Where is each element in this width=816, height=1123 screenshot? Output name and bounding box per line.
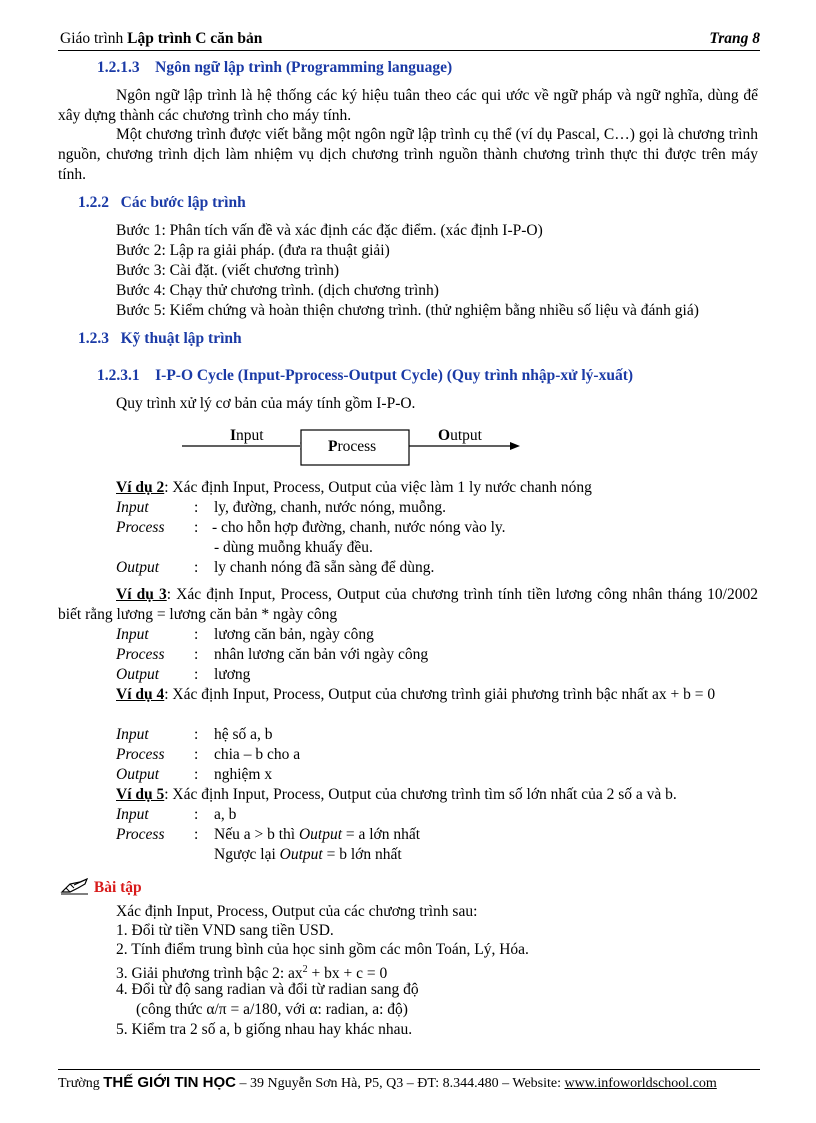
header-page-number: Trang 8 [709, 30, 760, 47]
step-1: Bước 1: Phân tích vấn đề và xác định các đặc điểm. (xác định I-P-O) [116, 222, 543, 239]
paragraph-programming-language-definition: Ngôn ngữ lập trình là hệ thống các ký hiệu tuân theo các qui ước về ngữ pháp và ngữ nghĩa, dùng để xây dựng thành các chương trình cho máy tính. [58, 87, 758, 124]
ipo-output-label: Output [438, 427, 482, 444]
exercise-item-2: 2. Tính điểm trung bình của học sinh gồm các môn Toán, Lý, Hóa. [116, 941, 529, 958]
header-title: Lập trình C căn bản [127, 30, 263, 47]
writing-hand-icon [60, 876, 90, 896]
ipo-input-label: Input [230, 427, 264, 444]
page-footer: Trường THẾ GIỚI TIN HỌC – 39 Nguyễn Sơn Hà, P5, Q3 – ĐT: 8.344.480 – Website: www.infoworldschool.com [58, 1069, 760, 1092]
page-header [58, 30, 760, 51]
step-4: Bước 4: Chạy thử chương trình. (dịch chương trình) [116, 282, 439, 299]
footer-website-link[interactable]: www.infoworldschool.com [564, 1076, 717, 1091]
step-3: Bước 3: Cài đặt. (viết chương trình) [116, 262, 340, 279]
section-1-2-3-1-heading: 1.2.3.1 I-P-O Cycle (Input-Pprocess-Output Cycle) (Quy trình nhập-xử lý-xuất) [97, 367, 634, 384]
exercise-item-3: 3. Giải phương trình bậc 2: $ax^2$ + bx + c = 0 [116, 964, 388, 983]
exercise-item-4: 4. Đổi từ độ sang radian và đổi từ radian sang độ [116, 981, 419, 998]
paragraph-source-program: Một chương trình được viết bằng một ngôn ngữ lập trình cụ thể (ví dụ Pascal, C…) gọi là chương trình nguồn, chương trình dịch làm nhiệm vụ dịch chương trình nguồn thành chương trình thực thi được trên máy tính. [58, 126, 758, 183]
example-4-heading: Ví dụ 4: Xác định Input, Process, Output của chương trình giải phương trình bậc nhất ax + b = 0 [116, 686, 716, 703]
exercise-item-1: 1. Đổi từ tiền VND sang tiền USD. [116, 922, 334, 939]
section-1-2-3-heading: 1.2.3 Kỹ thuật lập trình [78, 330, 242, 347]
example-5-heading: Ví dụ 5: Xác định Input, Process, Output của chương trình tìm số lớn nhất của 2 số a và b. [116, 786, 677, 803]
step-2: Bước 2: Lập ra giải pháp. (đưa ra thuật giải) [116, 242, 390, 259]
footer-school-name: THẾ GIỚI TIN HỌC [103, 1074, 237, 1091]
exercise-intro: Xác định Input, Process, Output của các chương trình sau: [116, 903, 478, 920]
section-1-2-1-3-heading: 1.2.1.3 Ngôn ngữ lập trình (Programming language) [97, 59, 453, 76]
exercise-item-4-formula: (công thức α/π = a/180, với α: radian, a: độ) [136, 1001, 408, 1018]
exercise-item-5: 5. Kiểm tra 2 số a, b giống nhau hay khác nhau. [116, 1021, 413, 1038]
output-arrow-head [510, 442, 520, 450]
section-1-2-2-heading: 1.2.2 Các bước lập trình [78, 194, 246, 211]
ipo-process-label: Process [328, 438, 377, 455]
exercise-heading: Bài tập [60, 876, 142, 898]
ipo-intro: Quy trình xử lý cơ bản của máy tính gồm I-P-O. [116, 395, 416, 412]
step-5: Bước 5: Kiểm chứng và hoàn thiện chương trình. (thử nghiệm bằng nhiều số liệu và đánh giá) [116, 302, 699, 319]
header-course: Giáo trình Lập trình C căn bản [60, 30, 263, 47]
example-2-heading: Ví dụ 2: Xác định Input, Process, Output của việc làm 1 ly nước chanh nóng [116, 479, 592, 496]
example-3-heading: Ví dụ 3: Xác định Input, Process, Output của chương trình tính tiền lương công nhân tháng 10/2002 biết rằng lương = lương căn bản * ngày công [58, 586, 758, 623]
